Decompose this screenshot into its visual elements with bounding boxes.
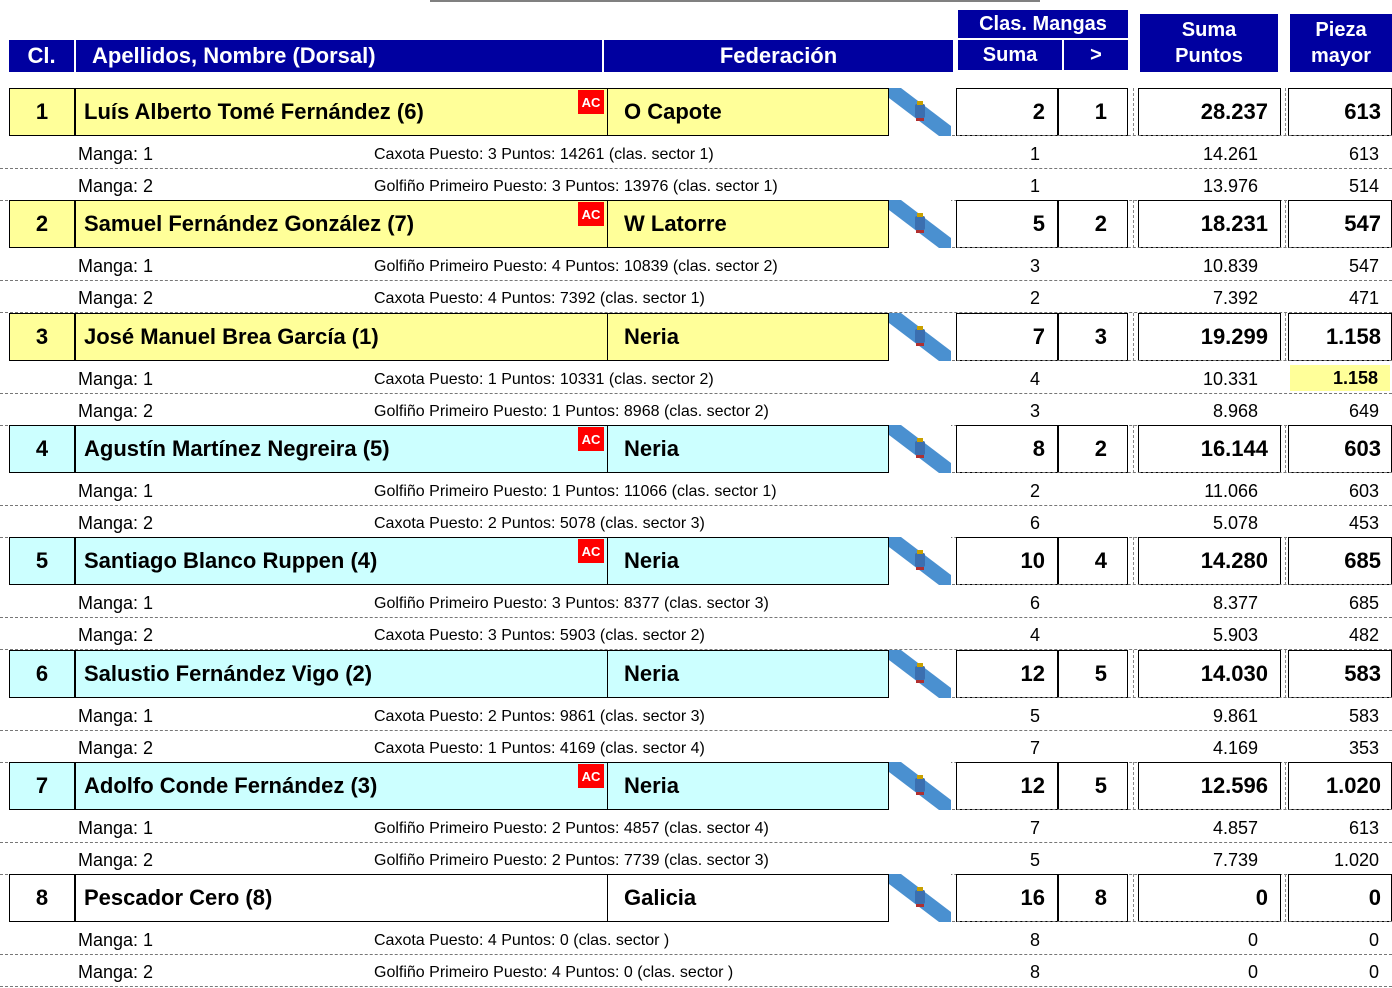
manga-label: Manga: 1 (78, 481, 154, 501)
manga-puntos: 4.857 (1212, 818, 1258, 838)
federation-name: Neria (624, 436, 680, 461)
competitor-name-cell (75, 762, 608, 810)
separator (1133, 762, 1134, 810)
competitor-name-cell (75, 313, 608, 361)
manga-clas: 2 (1030, 481, 1041, 501)
row-divider (0, 730, 1392, 731)
separator (1133, 425, 1134, 473)
pieza-mayor-cell: 547 (1288, 200, 1392, 248)
clas-gt-cell: 2 (1058, 200, 1128, 248)
galicia-flag-icon (889, 650, 951, 698)
manga-pieza: 603 (1348, 481, 1379, 501)
separator (952, 584, 1392, 585)
federation-cell (607, 537, 889, 585)
manga-detail: Caxota Puesto: 4 Puntos: 0 (clas. sector ) (374, 932, 670, 949)
pieza-mayor-cell: 1.020 (1288, 762, 1392, 810)
row-divider (0, 505, 1392, 506)
separator (1285, 874, 1286, 922)
col-header-clas-gt: > (1064, 40, 1128, 70)
manga-label: Manga: 2 (78, 850, 154, 870)
manga-pieza: 583 (1348, 706, 1379, 726)
galicia-flag-icon (889, 313, 951, 361)
manga-row (0, 924, 1392, 956)
manga-clas: 8 (1030, 962, 1041, 982)
federation-name: Galicia (624, 885, 697, 910)
suma-puntos-cell: 0 (1138, 874, 1281, 922)
manga-clas: 4 (1030, 625, 1041, 645)
rank-cell (9, 762, 75, 810)
clas-suma-cell: 12 (956, 650, 1058, 698)
manga-puntos: 8.968 (1212, 401, 1258, 421)
pieza-mayor-cell: 583 (1288, 650, 1392, 698)
manga-puntos: 5.903 (1212, 625, 1258, 645)
row-divider (0, 842, 1392, 843)
separator (952, 697, 1392, 698)
manga-row (0, 587, 1392, 619)
manga-label: Manga: 1 (78, 593, 154, 613)
federation-name: Neria (624, 324, 680, 349)
separator (952, 135, 1392, 136)
manga-row (0, 170, 1392, 202)
manga-label: Manga: 2 (78, 625, 154, 645)
manga-label: Manga: 2 (78, 176, 154, 196)
manga-label: Manga: 1 (78, 930, 154, 950)
manga-label: Manga: 1 (78, 369, 154, 389)
manga-detail: Caxota Puesto: 4 Puntos: 7392 (clas. sector 1) (374, 290, 705, 307)
suma-puntos-cell: 14.030 (1138, 650, 1281, 698)
ac-badge: AC (578, 764, 604, 788)
manga-label: Manga: 2 (78, 962, 154, 982)
manga-detail: Golfiño Primeiro Puesto: 1 Puntos: 8968 (clas. sector 2) (374, 403, 769, 420)
pieza-mayor-cell: 0 (1288, 874, 1392, 922)
manga-puntos: 0 (1247, 930, 1258, 950)
clas-suma-cell: 10 (956, 537, 1058, 585)
manga-clas: 3 (1030, 401, 1041, 421)
federation-cell (607, 88, 889, 136)
pieza-mayor-cell: 603 (1288, 425, 1392, 473)
separator (1285, 88, 1286, 136)
federation-name: O Capote (624, 99, 722, 124)
competitor-name-cell (75, 88, 608, 136)
competitor-name: Santiago Blanco Ruppen (4) (84, 548, 378, 573)
galicia-flag-icon (889, 537, 951, 585)
clas-suma-cell: 5 (956, 200, 1058, 248)
manga-puntos: 14.261 (1202, 144, 1258, 164)
galicia-flag-icon (889, 88, 951, 136)
manga-row (0, 363, 1392, 395)
manga-puntos: 7.739 (1212, 850, 1258, 870)
row-divider (0, 168, 1392, 169)
manga-pieza: 613 (1348, 144, 1379, 164)
clas-gt-cell: 3 (1058, 313, 1128, 361)
suma-puntos-cell: 18.231 (1138, 200, 1281, 248)
manga-clas: 6 (1030, 513, 1041, 533)
federation-cell (607, 200, 889, 248)
competitor-block (0, 88, 1392, 198)
manga-pieza: 547 (1348, 256, 1379, 276)
rank-cell (9, 425, 75, 473)
manga-row (0, 282, 1392, 314)
rank-value: 8 (35, 885, 49, 910)
competitor-name-cell (75, 425, 608, 473)
ac-badge: AC (578, 202, 604, 226)
manga-detail: Caxota Puesto: 3 Puntos: 14261 (clas. sector 1) (374, 146, 714, 163)
rank-cell (9, 313, 75, 361)
clas-suma-cell: 12 (956, 762, 1058, 810)
federation-name: Neria (624, 661, 680, 686)
manga-pieza: 453 (1348, 513, 1379, 533)
manga-detail: Golfiño Primeiro Puesto: 1 Puntos: 11066 (clas. sector 1) (374, 483, 777, 500)
manga-clas: 1 (1030, 176, 1041, 196)
separator (1285, 537, 1286, 585)
separator (1285, 313, 1286, 361)
manga-clas: 5 (1030, 706, 1041, 726)
clas-suma-cell: 2 (956, 88, 1058, 136)
rank-value: 5 (35, 548, 49, 573)
rank-cell (9, 874, 75, 922)
manga-clas: 8 (1030, 930, 1041, 950)
competitor-block (0, 200, 1392, 310)
manga-row (0, 956, 1392, 988)
suma-puntos-cell: 12.596 (1138, 762, 1281, 810)
separator (1285, 650, 1286, 698)
manga-label: Manga: 2 (78, 288, 154, 308)
manga-row (0, 732, 1392, 764)
separator (1133, 200, 1134, 248)
manga-row (0, 475, 1392, 507)
manga-puntos: 7.392 (1212, 288, 1258, 308)
manga-pieza: 0 (1368, 962, 1379, 982)
suma-puntos-cell: 14.280 (1138, 537, 1281, 585)
manga-detail: Caxota Puesto: 2 Puntos: 9861 (clas. sector 3) (374, 708, 705, 725)
ac-badge: AC (578, 539, 604, 563)
manga-clas: 4 (1030, 369, 1041, 389)
competitor-name-cell (75, 200, 608, 248)
suma-puntos-cell: 19.299 (1138, 313, 1281, 361)
competitor-name: Agustín Martínez Negreira (5) (84, 436, 390, 461)
federation-name: Neria (624, 773, 680, 798)
separator (952, 247, 1392, 248)
manga-row (0, 619, 1392, 651)
competitor-name: Salustio Fernández Vigo (2) (84, 661, 373, 686)
manga-puntos: 13.976 (1202, 176, 1258, 196)
clas-gt-cell: 5 (1058, 650, 1128, 698)
separator (952, 472, 1392, 473)
galicia-flag-icon (889, 874, 951, 922)
separator (1133, 537, 1134, 585)
clas-suma-cell: 16 (956, 874, 1058, 922)
manga-label: Manga: 2 (78, 401, 154, 421)
col-header-name: Apellidos, Nombre (Dorsal) (76, 40, 602, 72)
manga-pieza: 685 (1348, 593, 1379, 613)
rank-value: 4 (35, 436, 49, 461)
manga-detail: Golfiño Primeiro Puesto: 4 Puntos: 0 (clas. sector ) (374, 964, 734, 981)
manga-detail: Caxota Puesto: 2 Puntos: 5078 (clas. sector 3) (374, 515, 705, 532)
separator (1285, 425, 1286, 473)
ac-badge: AC (578, 427, 604, 451)
federation-cell (607, 650, 889, 698)
manga-detail: Caxota Puesto: 3 Puntos: 5903 (clas. sector 2) (374, 627, 705, 644)
manga-label: Manga: 1 (78, 144, 154, 164)
manga-puntos: 11.066 (1204, 481, 1258, 501)
manga-puntos: 10.839 (1202, 256, 1258, 276)
rank-cell (9, 650, 75, 698)
separator (952, 809, 1392, 810)
competitor-name-cell (75, 537, 608, 585)
manga-detail: Golfiño Primeiro Puesto: 3 Puntos: 13976 (clas. sector 1) (374, 178, 778, 195)
competitor-name: José Manuel Brea García (1) (84, 324, 379, 349)
col-header-suma-puntos: Suma Puntos (1140, 14, 1278, 72)
manga-row (0, 507, 1392, 539)
manga-clas: 7 (1030, 738, 1041, 758)
manga-pieza: 353 (1348, 738, 1379, 758)
manga-label: Manga: 2 (78, 513, 154, 533)
federation-cell (607, 762, 889, 810)
suma-puntos-cell: 28.237 (1138, 88, 1281, 136)
separator (1133, 88, 1134, 136)
suma-puntos-cell: 16.144 (1138, 425, 1281, 473)
rank-value: 2 (35, 211, 49, 236)
manga-label: Manga: 1 (78, 818, 154, 838)
manga-row (0, 138, 1392, 170)
manga-detail: Golfiño Primeiro Puesto: 2 Puntos: 7739 (clas. sector 3) (374, 852, 769, 869)
pieza-mayor-cell: 1.158 (1288, 313, 1392, 361)
manga-row (0, 395, 1392, 427)
manga-clas: 7 (1030, 818, 1041, 838)
manga-label: Manga: 1 (78, 706, 154, 726)
manga-pieza: 471 (1348, 288, 1379, 308)
competitor-name: Samuel Fernández González (7) (84, 211, 415, 236)
col-header-rank: Cl. (9, 40, 74, 72)
row-divider (0, 986, 1392, 987)
clas-gt-cell: 5 (1058, 762, 1128, 810)
federation-name: W Latorre (624, 211, 727, 236)
manga-clas: 5 (1030, 850, 1041, 870)
manga-pieza: 514 (1348, 176, 1379, 196)
clas-gt-cell: 4 (1058, 537, 1128, 585)
manga-puntos: 4.169 (1212, 738, 1258, 758)
manga-clas: 6 (1030, 593, 1041, 613)
manga-label: Manga: 2 (78, 738, 154, 758)
manga-puntos: 0 (1247, 962, 1258, 982)
separator (952, 921, 1392, 922)
manga-row (0, 250, 1392, 282)
manga-row (0, 812, 1392, 844)
manga-pieza: 613 (1348, 818, 1379, 838)
manga-pieza: 649 (1348, 401, 1379, 421)
col-header-clas-mangas: Clas. Mangas (958, 10, 1128, 38)
galicia-flag-icon (889, 762, 951, 810)
clas-gt-cell: 1 (1058, 88, 1128, 136)
manga-row (0, 700, 1392, 732)
federation-cell (607, 425, 889, 473)
manga-clas: 1 (1030, 144, 1041, 164)
col-header-federation: Federación (604, 40, 953, 72)
manga-clas: 3 (1030, 256, 1041, 276)
manga-detail: Golfiño Primeiro Puesto: 4 Puntos: 10839 (clas. sector 2) (374, 258, 778, 275)
separator (952, 360, 1392, 361)
manga-detail: Caxota Puesto: 1 Puntos: 10331 (clas. sector 2) (374, 371, 714, 388)
clas-gt-cell: 8 (1058, 874, 1128, 922)
separator (1285, 762, 1286, 810)
manga-label: Manga: 1 (78, 256, 154, 276)
competitor-block (0, 537, 1392, 647)
rank-cell (9, 537, 75, 585)
competitor-block (0, 313, 1392, 423)
manga-pieza: 0 (1368, 930, 1379, 950)
competitor-name: Pescador Cero (8) (84, 885, 273, 910)
competitor-name-cell (75, 650, 608, 698)
row-divider (0, 280, 1392, 281)
manga-row (0, 844, 1392, 876)
row-divider (0, 393, 1392, 394)
galicia-flag-icon (889, 200, 951, 248)
competitor-block (0, 425, 1392, 535)
competitor-block (0, 650, 1392, 760)
clas-suma-cell: 8 (956, 425, 1058, 473)
pieza-mayor-cell: 613 (1288, 88, 1392, 136)
competitor-name-cell (75, 874, 608, 922)
competitor-name: Adolfo Conde Fernández (3) (84, 773, 378, 798)
pieza-mayor-cell: 685 (1288, 537, 1392, 585)
manga-clas: 2 (1030, 288, 1041, 308)
rank-value: 1 (35, 99, 49, 124)
manga-puntos: 5.078 (1212, 513, 1258, 533)
manga-puntos: 10.331 (1202, 369, 1258, 389)
manga-pieza: 1.020 (1333, 850, 1379, 870)
col-header-clas-suma: Suma (958, 40, 1062, 70)
manga-pieza: 482 (1348, 625, 1379, 645)
galicia-flag-icon (889, 425, 951, 473)
clas-suma-cell: 7 (956, 313, 1058, 361)
separator (1133, 874, 1134, 922)
rank-cell (9, 88, 75, 136)
manga-puntos: 8.377 (1212, 593, 1258, 613)
separator (1133, 313, 1134, 361)
federation-name: Neria (624, 548, 680, 573)
manga-detail: Golfiño Primeiro Puesto: 3 Puntos: 8377 (clas. sector 3) (374, 595, 769, 612)
row-divider (0, 617, 1392, 618)
separator (1285, 200, 1286, 248)
manga-detail: Caxota Puesto: 1 Puntos: 4169 (clas. sector 4) (374, 740, 705, 757)
federation-cell (607, 874, 889, 922)
separator (1133, 650, 1134, 698)
ac-badge: AC (578, 90, 604, 114)
competitor-block (0, 762, 1392, 872)
competitor-name: Luís Alberto Tomé Fernández (6) (84, 99, 424, 124)
manga-puntos: 9.861 (1212, 706, 1258, 726)
manga-detail: Golfiño Primeiro Puesto: 2 Puntos: 4857 (clas. sector 4) (374, 820, 769, 837)
rank-value: 7 (35, 773, 49, 798)
manga-pieza-highlight: 1.158 (1290, 365, 1390, 391)
row-divider (0, 954, 1392, 955)
competitor-block (0, 874, 1392, 984)
federation-cell (607, 313, 889, 361)
rank-value: 6 (35, 661, 49, 686)
col-header-pieza-mayor: Pieza mayor (1290, 14, 1392, 72)
clas-gt-cell: 2 (1058, 425, 1128, 473)
rank-value: 3 (35, 324, 49, 349)
rank-cell (9, 200, 75, 248)
